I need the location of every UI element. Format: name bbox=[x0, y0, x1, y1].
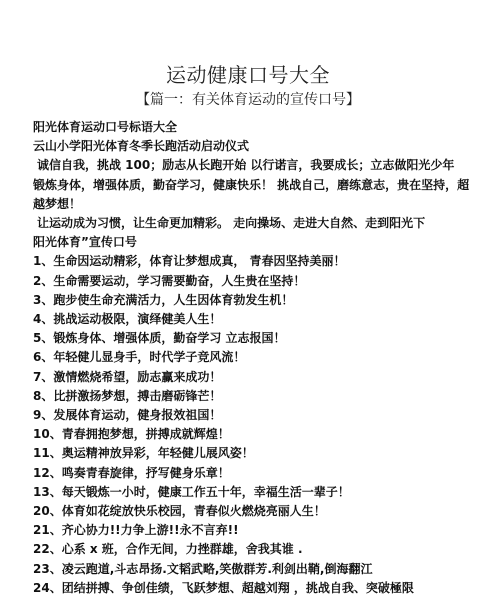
list-item: 10、青春拥抱梦想，拼搏成就辉煌！ bbox=[33, 427, 230, 442]
text-line: 诚信自我，挑战 100；励志从长跑开始 以行诺言，我要成长；立志做阳光少年 bbox=[37, 158, 455, 173]
text-line: 云山小学阳光体育冬季长跑活动启动仪式 bbox=[33, 139, 250, 154]
list-item: 3、跑步使生命充满活力，人生因体育勃发生机！ bbox=[33, 292, 294, 307]
list-item: 9、发展体育运动，健身报效祖国！ bbox=[33, 408, 222, 423]
list-item: 1、生命因运动精彩，体育让梦想成真， 青春因坚持美丽！ bbox=[33, 254, 346, 269]
text-line: 阳光体育运动口号标语大全 bbox=[33, 120, 178, 134]
list-item: 24、团结拼搏、争创佳绩，飞跃梦想、超越刘翔 ，挑战自我、突破極限 bbox=[33, 580, 414, 595]
list-item: 6、年轻健儿显身手，时代学子竞风流！ bbox=[33, 350, 246, 365]
list-item: 7、激情燃烧希望，励志赢来成功！ bbox=[33, 369, 222, 384]
list-item: 5、锻炼身体、增强体质，勤奋学习 立志报国！ bbox=[33, 331, 286, 346]
list-item: 4、挑战运动极限，演绎健美人生！ bbox=[33, 312, 222, 327]
list-item: 21、齐心协力!!力争上游!!永不言弃!! bbox=[33, 523, 239, 538]
list-item: 2、生命需要运动，学习需要勤奋，人生贵在坚持！ bbox=[33, 273, 306, 288]
list-item: 23、凌云跑道,斗志昂扬.文韬武略,笑傲群芳.利剑出鞘,倒海翻江 bbox=[33, 561, 373, 576]
document-title: 运动健康口号大全 bbox=[166, 63, 330, 87]
list-item: 20、体育如花绽放快乐校园，青春似火燃烧亮丽人生！ bbox=[33, 504, 326, 519]
document-body bbox=[33, 118, 478, 598]
list-item: 22、心系 x 班，合作无间，力挫群雄，舍我其谁 . bbox=[33, 542, 303, 557]
text-line: 锻炼身体，增强体质，勤奋学习，健康快乐！ 挑战自己，磨练意志，贵在坚持，超越梦想！ bbox=[33, 177, 470, 211]
list-item: 11、奥运精神放异彩，年轻健儿展风姿！ bbox=[33, 446, 254, 461]
list-item: 12、鸣奏青春旋律，抒写健身乐章！ bbox=[33, 465, 230, 480]
text-line: 阳光体育”宣传口号 bbox=[33, 235, 137, 250]
document-subtitle: 【篇一：有关体育运动的宣传口号】 bbox=[136, 92, 360, 108]
list-item: 8、比拼激扬梦想，搏击磨砺锋芒！ bbox=[33, 388, 222, 403]
text-line: 让运动成为习惯，让生命更加精彩。 走向操场、走进大自然、走到阳光下 bbox=[37, 216, 426, 231]
list-item: 13、每天锻炼一小时，健康工作五十年，幸福生活一辈子！ bbox=[33, 484, 350, 499]
